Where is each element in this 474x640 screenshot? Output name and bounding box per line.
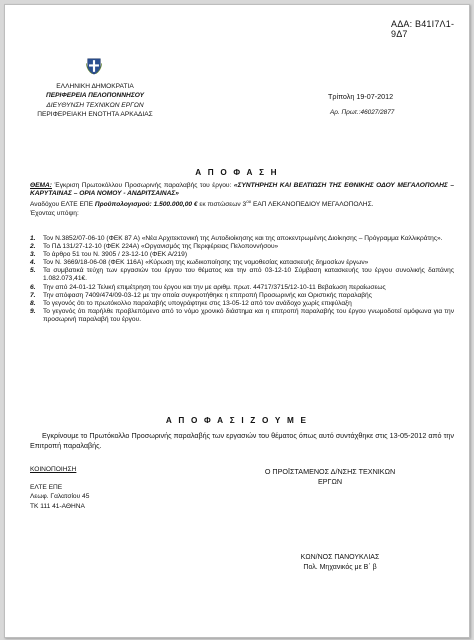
considerations-list [30, 235, 454, 324]
signatory-title: Πολ. Μηχανικός με Β΄ β [303, 564, 377, 571]
credits-superscript: ου [246, 199, 252, 205]
notification-block [30, 465, 89, 511]
list-item: 1. Τον Ν.3852/07-06-10 (ΦΕΚ 87 Α) «Νέα Αρχιτεκτονική της Αυτοδιοίκησης και της αποκεντρωμένης Διοίκησης – Πρόγραμμα Καλλικράτης». [30, 235, 443, 242]
issuer-header [45, 82, 145, 110]
greek-coat-of-arms-icon [85, 57, 103, 75]
recipient-postcode: ΤΚ 111 41-ΑΘΗΝΑ [30, 502, 85, 510]
date-line: Τρίπολη 19-07-2012 [328, 92, 394, 101]
protocol-number: Αρ. Πρωτ.:46027/2877 [330, 109, 395, 116]
list-item: 7. Την απόφαση 7409/474/09-03-12 με την οποία συγκροτήθηκε η επιτροπή Προσωρινής και Οριστικής παραλαβής [30, 291, 372, 299]
document-page [4, 4, 470, 638]
list-item: 5. Τα συμβατικά τεύχη των εργασιών του έργου του θέματος και την από 03-12-10 Σύμβαση κατασκευής του έργου συνολικής δαπάνης 1.082.073,41€. [30, 267, 454, 283]
decision-text: Εγκρίνουμε το Πρωτόκολλο Προσωρινής παραλαβής των εργασιών του θέματος όπως αυτό συντάχθηκε στις 13-05-2012 από την Επιτροπή παραλαβής. [30, 431, 454, 450]
header-line-1: ΕΛΛΗΝΙΚΗ ΔΗΜΟΚΡΑΤΙΑ [56, 83, 134, 90]
credits-text-end: ΕΑΠ ΛΕΚΑΝΟΠΕΔΙΟΥ ΜΕΓΑΛΟΠΟΛΗΣ. [251, 201, 374, 209]
signatory-name: ΚΩΝ/ΝΟΣ ΠΑΝΟΥΚΛΙΑΣ [300, 554, 380, 561]
credits-text: εκ πιστώσεων 3 [197, 201, 247, 209]
director-line-2: ΕΡΓΩΝ [317, 477, 343, 486]
budget-amount: Προϋπολογισμού: 1.500.000,00 € [94, 201, 198, 209]
list-item: 9. Το γεγονός ότι παρήλθε προβλεπόμενο από το νόμο χρονικό διάστημα και η επιτροπή παραλαβής του έργου γνωμοδοτεί ομόφωνα για την προσωρινή παραλαβή του έργου. [30, 307, 454, 323]
list-item: 4. Τον Ν. 3669/18-06-08 (ΦΕΚ 116Α) «Κύρωση της κωδικοποίησης της νομοθεσίας κατασκευής δημοσίων έργων» [30, 259, 369, 267]
header-line-2: ΠΕΡΙΦΕΡΕΙΑ ΠΕΛΟΠΟΝΝΗΣΟΥ [46, 92, 144, 100]
list-item: 8. Το γεγονός ότι το πρωτόκολλο παραλαβής υπογράφτηκε στις 13-05-12 από τον ανάδοχο χωρίς επιφύλαξη [30, 299, 352, 307]
subject-text: Έγκριση Πρωτοκόλλου Προσωρινής παραλαβής του έργου: [51, 182, 234, 189]
director-block [220, 467, 440, 487]
subject-label: ΘΕΜΑ: [30, 182, 52, 189]
signature-block [235, 553, 445, 573]
we-decide-title: Α Π Ο Φ Α Σ Ι Ζ Ο Υ Μ Ε [165, 416, 309, 425]
list-item: 6. Την από 24-01-12 Τελική επιμέτρηση του έργου και την με αριθμ. πρωτ. 44717/3715/12-10-11 Βεβαίωση περαίωσεως [30, 283, 386, 291]
recipient-name: ΕΛΤΕ ΕΠΕ [30, 484, 63, 492]
decision-title: Α Π Ο Φ Α Σ Η [195, 168, 279, 177]
director-line-1: Ο ΠΡΟΪΣΤΑΜΕΝΟΣ Δ/ΝΣΗΣ ΤΕΧΝΙΚΩΝ [264, 467, 396, 476]
list-item: 3. Το άρθρο 51 του Ν. 3905 / 23-12-10 (ΦΕΚ Α/219) [30, 251, 188, 259]
subject-paragraph [30, 182, 454, 218]
project-name: «ΣΥΝΤΗΡΗΣΗ ΚΑΙ ΒΕΛΤΙΩΣΗ ΤΗΣ ΕΘΝΙΚΗΣ ΟΔΟΥ ΜΕΓΑΛΟΠΟΛΗΣ – ΚΑΡΥΤΑΙΝΑΣ – ΟΡΙΑ ΝΟΜΟΥ - ΑΝΔΡΙΤΣΑΙΝΑΣ» [30, 182, 454, 198]
recipient-address: Λεωφ. Γαλατσίου 45 [30, 493, 90, 501]
notification-label: ΚΟΙΝΟΠΟΙΗΣΗ [30, 466, 77, 473]
list-item: 2. Το ΠΔ 131/27-12-10 (ΦΕΚ 224Α) «Οργανισμός της Περιφέρειας Πελοποννήσου» [30, 243, 279, 251]
having-in-mind: Έχοντας υπόψη: [30, 209, 79, 217]
header-line-4: ΠΕΡΙΦΕΡΕΙΑΚΗ ΕΝΟΤΗΤΑ ΑΡΚΑΔΙΑΣ [37, 111, 153, 118]
ada-code: ΑΔΑ: Β41Ι7Λ1-9Δ7 [391, 19, 455, 39]
header-line-3: ΔΙΕΥΘΥΝΣΗ ΤΕΧΝΙΚΩΝ ΕΡΓΩΝ [46, 101, 144, 109]
contractor-text: Αναδόχου ΕΛΤΕ ΕΠΕ [30, 201, 95, 209]
